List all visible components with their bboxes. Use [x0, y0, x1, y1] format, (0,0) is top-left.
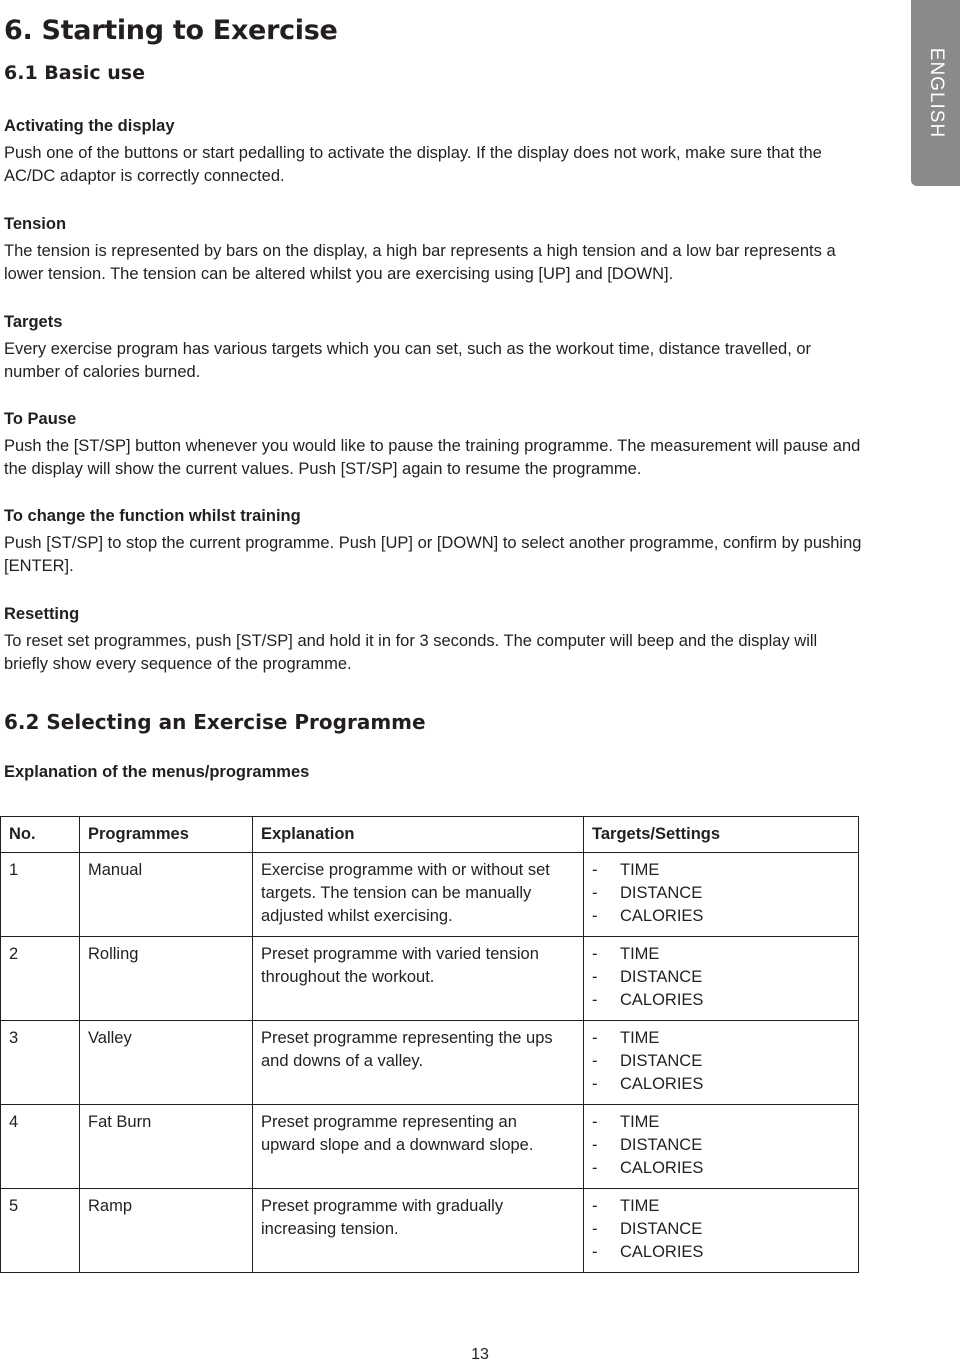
- row-targets: [584, 1021, 859, 1105]
- target-item: - CALORIES: [592, 1159, 704, 1177]
- row-explanation: Preset programme with gradually increasing tension.: [253, 1189, 584, 1273]
- section-heading: To change the function whilst training: [4, 507, 301, 525]
- section-heading: Resetting: [4, 605, 80, 623]
- row-programme: Ramp: [80, 1189, 253, 1273]
- header-no: No.: [1, 817, 80, 853]
- section-title-selecting-programme: 6.2 Selecting an Exercise Programme: [4, 710, 426, 734]
- row-number: 4: [1, 1105, 80, 1189]
- target-item: - TIME: [592, 1029, 660, 1047]
- target-item: - CALORIES: [592, 1075, 704, 1093]
- row-programme: Valley: [80, 1021, 253, 1105]
- table-header-row: [1, 817, 859, 853]
- page-number: 13: [471, 1346, 489, 1363]
- row-targets: [584, 853, 859, 937]
- row-targets: [584, 1189, 859, 1273]
- section-targets: [4, 310, 862, 384]
- row-programme: Fat Burn: [80, 1105, 253, 1189]
- header-programmes: Programmes: [80, 817, 253, 853]
- target-item: - CALORIES: [592, 1243, 704, 1261]
- row-programme: Manual: [80, 853, 253, 937]
- section-body: Push one of the buttons or start pedalling to activate the display. If the display does not work, make sure that the AC/DC adaptor is correctly connected.: [4, 144, 822, 185]
- language-tab-label: ENGLISH: [925, 47, 947, 139]
- language-tab: [911, 0, 960, 186]
- row-number: 3: [1, 1021, 80, 1105]
- table-row: [1, 1105, 859, 1189]
- target-item: - TIME: [592, 1113, 660, 1131]
- section-body: The tension is represented by bars on the display, a high bar represents a high tension and a low bar represents a lower tension. The tension can be altered whilst you are exercising using [UP] and [DOWN].: [4, 242, 836, 283]
- table-row: [1, 1021, 859, 1105]
- section-heading: Activating the display: [4, 117, 175, 135]
- row-targets: [584, 1105, 859, 1189]
- row-explanation: Preset programme representing an upward slope and a downward slope.: [253, 1105, 584, 1189]
- target-item: - DISTANCE: [592, 1052, 703, 1070]
- section-body: Push the [ST/SP] button whenever you would like to pause the training programme. The measurement will pause and the display will show the current values. Push [ST/SP] again to resume the programme.: [4, 437, 861, 478]
- header-targets: Targets/Settings: [584, 817, 859, 853]
- row-explanation: Exercise programme with or without set targets. The tension can be manually adjusted whilst exercising.: [253, 853, 584, 937]
- row-programme: Rolling: [80, 937, 253, 1021]
- row-targets: [584, 937, 859, 1021]
- chapter-title: 6. Starting to Exercise: [4, 15, 338, 46]
- target-item: - CALORIES: [592, 907, 704, 925]
- section-tension: [4, 212, 862, 286]
- section-body: To reset set programmes, push [ST/SP] and hold it in for 3 seconds. The computer will beep and the display will briefly show every sequence of the programme.: [4, 632, 818, 673]
- table-row: [1, 937, 859, 1021]
- row-number: 1: [1, 853, 80, 937]
- row-number: 5: [1, 1189, 80, 1273]
- table-title: Explanation of the menus/programmes: [4, 763, 310, 781]
- section-heading: Tension: [4, 215, 67, 233]
- section-activating-display: [4, 114, 862, 188]
- target-item: - TIME: [592, 1197, 660, 1215]
- section-change-function: [4, 504, 862, 578]
- target-item: - TIME: [592, 861, 660, 879]
- programmes-table: [0, 816, 859, 1273]
- target-item: - DISTANCE: [592, 1136, 703, 1154]
- row-number: 2: [1, 937, 80, 1021]
- row-explanation: Preset programme representing the ups and downs of a valley.: [253, 1021, 584, 1105]
- target-item: - DISTANCE: [592, 968, 703, 986]
- section-heading: Targets: [4, 313, 63, 331]
- section-body: Push [ST/SP] to stop the current programme. Push [UP] or [DOWN] to select another programme, confirm by pushing [ENTER].: [4, 534, 862, 575]
- section-resetting: [4, 602, 862, 676]
- target-item: - TIME: [592, 945, 660, 963]
- target-item: - CALORIES: [592, 991, 704, 1009]
- section-body: Every exercise program has various targets which you can set, such as the workout time, distance travelled, or number of calories burned.: [4, 340, 812, 381]
- row-explanation: Preset programme with varied tension throughout the workout.: [253, 937, 584, 1021]
- target-item: - DISTANCE: [592, 884, 703, 902]
- section-to-pause: [4, 407, 862, 481]
- table-row: [1, 853, 859, 937]
- header-explanation: Explanation: [253, 817, 584, 853]
- section-title-basic-use: 6.1 Basic use: [4, 62, 145, 84]
- table-row: [1, 1189, 859, 1273]
- target-item: - DISTANCE: [592, 1220, 703, 1238]
- section-heading: To Pause: [4, 410, 77, 428]
